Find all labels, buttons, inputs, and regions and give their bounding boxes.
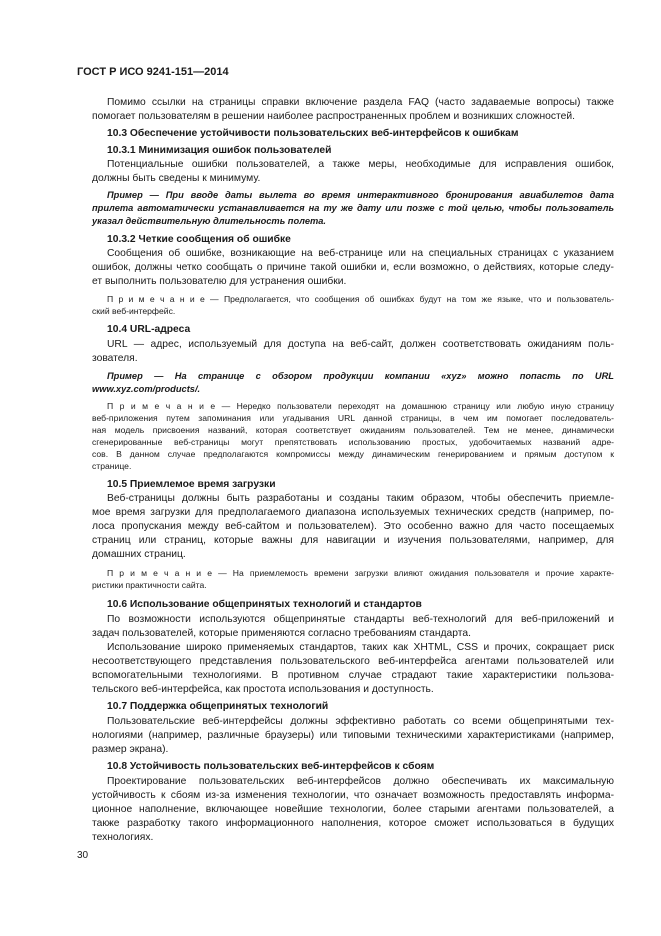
section-heading-10-7: 10.7 Поддержка общепринятых технологий [107, 701, 329, 712]
paragraph-line: ошибок, должны четко сообщать о причине такой ошибки и, если возможно, о действиях, которые следу- [92, 262, 614, 273]
note-line: сгенерированные веб-страницы могут препятствовать использованию простых, удобочитаемых названий адре- [92, 437, 614, 447]
paragraph-line: ет выполнить пользователю для устранения ошибки. [92, 276, 347, 287]
section-heading-10-8: 10.8 Устойчивость пользовательских веб-интерфейсов к сбоям [107, 761, 435, 772]
example-line: Пример — При вводе даты вылета во время интерактивного бронирования авиабилетов дата [107, 190, 614, 200]
paragraph-line: Веб-страницы должны быть разработаны и созданы таким образом, чтобы обеспечить приемле- [107, 493, 614, 504]
section-heading-10-3-1: 10.3.1 Минимизация ошибок пользователей [107, 145, 332, 156]
document-header: ГОСТ Р ИСО 9241-151—2014 [77, 66, 229, 78]
paragraph-line: нологиями (например, различные браузеры) или типовыми техническими характеристиками (например, [92, 730, 614, 741]
paragraph-line: Проектирование пользовательских веб-интерфейсов должно обеспечивать их максимальную [107, 776, 614, 787]
note-line: ристики практичности сайта. [92, 580, 207, 590]
section-heading-10-4: 10.4 URL-адреса [107, 324, 191, 335]
note-line: веб-приложения путем запоминания или угадывания URL данной страницы, в чем им помогает последователь- [92, 413, 614, 423]
paragraph-line: Потенциальные ошибки пользователей, а также меры, необходимые для исправления ошибок, [107, 159, 614, 170]
paragraph-line: должны быть сведены к минимуму. [92, 173, 261, 184]
example-line: указал действительную длительность полета. [92, 216, 327, 226]
paragraph-line: страниц или страниц, которые важны для навигации и изучения пользователями, например, для [92, 535, 614, 546]
note-line: странице. [92, 461, 132, 471]
paragraph-line: Сообщения об ошибке, возникающие на веб-странице или на специальных страницах с указанием [107, 248, 614, 259]
paragraph-line: несоответствующего представления пользовательского веб-интерфейса агентами пользователей или [92, 656, 614, 667]
note-line: П р и м е ч а н и е — Предполагается, что сообщения об ошибках будут на том же языке, что и пользователь- [107, 294, 614, 304]
paragraph-line: По возможности используются общепринятые стандарты веб-технологий для веб-приложений и [107, 614, 614, 625]
paragraph-line: Помимо ссылки на страницы справки включение раздела FAQ (часто задаваемые вопросы) также [107, 97, 614, 108]
paragraph-line: ционное наполнение, включающее новейшие технологии, более старыми агентами пользователей, а [92, 804, 614, 815]
note-line: П р и м е ч а н и е — Нередко пользователи переходят на домашнюю страницу или любую иную страницу [107, 401, 614, 411]
section-heading-10-5: 10.5 Приемлемое время загрузки [107, 479, 276, 490]
section-heading-10-6: 10.6 Использование общепринятых технологий и стандартов [107, 599, 422, 610]
note-line: сов. В данном случае предполагаются компромиссы между динамическим генерированием и прямым доступом к [92, 449, 614, 459]
example-line: Пример — На странице с обзором продукции компании «xyz» можно попасть по URL [107, 371, 614, 381]
paragraph-line: тельского веб-интерфейса, как простота использования и доступность. [92, 684, 434, 695]
note-line: ная модель присвоения названий, которая соответствует ожиданиям пользователей. Тем не менее, динамически [92, 425, 614, 435]
paragraph-line: помогает пользователям в решении наиболее распространенных проблем и возникших сложностей. [92, 111, 575, 122]
paragraph-line: устойчивость к сбоям из-за изменения технологии, что означает возможность предоставлять информа- [92, 790, 614, 801]
paragraph-line: вспомогательными технологиями. В противном случае страдают такие характеристики пользова- [92, 670, 614, 681]
paragraph-line: лоса пропускания между веб-сайтом и пользователем). Это особенно важно для часто посещаемых [92, 521, 614, 532]
section-heading-10-3-2: 10.3.2 Четкие сообщения об ошибке [107, 234, 291, 245]
section-heading-10-3: 10.3 Обеспечение устойчивости пользовательских веб-интерфейсов к ошибкам [107, 128, 519, 139]
example-line: www.xyz.com/products/. [92, 384, 201, 394]
paragraph-line: Пользовательские веб-интерфейсы должны эффективно работать со всеми общепринятыми тех- [107, 716, 614, 727]
paragraph-line: Использование широко применяемых стандартов, таких как XHTML, CSS и прочих, сокращает риск [107, 642, 614, 653]
paragraph-line: задач пользователей, которые применяются согласно требованиям стандарта. [92, 628, 471, 639]
example-line: прилета автоматически устанавливается на ту же дату или позже с той целью, чтобы пользователь [92, 203, 614, 213]
paragraph-line: мое время загрузки для предполагаемого диапазона используемых технических средств (например, по- [92, 507, 614, 518]
paragraph-line: URL — адрес, используемый для доступа на веб-сайт, должен соответствовать ожиданиям поль- [107, 339, 614, 350]
paragraph-line: зователя. [92, 353, 138, 364]
paragraph-line: домашних страниц. [92, 549, 186, 560]
paragraph-line: размер экрана). [92, 744, 169, 755]
paragraph-line: технологиях. [92, 832, 154, 843]
page-number: 30 [77, 850, 89, 861]
note-line: ский веб-интерфейс. [92, 306, 176, 316]
paragraph-line: также разработку такого информационного наполнения, которое сможет использоваться в будущих [92, 818, 614, 829]
note-line: П р и м е ч а н и е — На приемлемость времени загрузки влияют ожидания пользователя и прочие характе- [107, 568, 614, 578]
